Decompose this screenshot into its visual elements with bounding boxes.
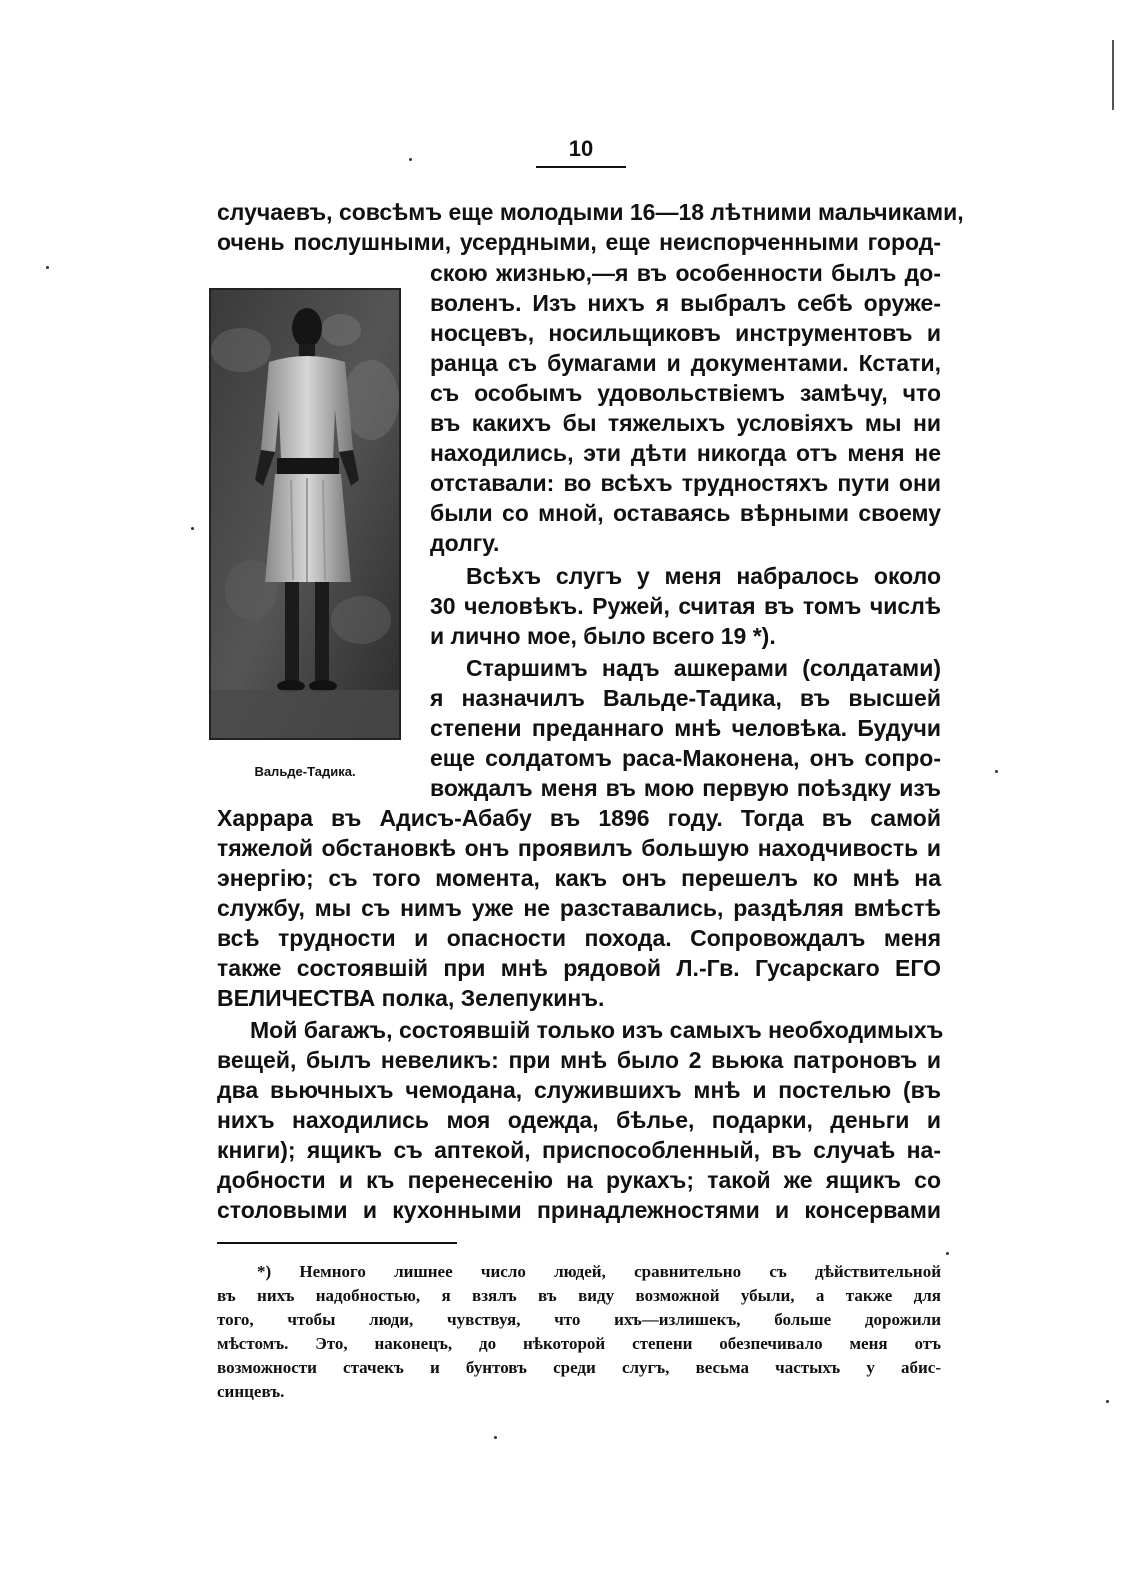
body-line: добности и къ перенесенію на рукахъ; такой же ящикъ со bbox=[217, 1167, 941, 1193]
scan-edge-mark bbox=[1112, 40, 1114, 110]
footnote-line: въ нихъ надобностью, я взялъ въ виду возможной убыли, а также для bbox=[217, 1286, 941, 1305]
body-line: носцевъ, носильщиковъ инструментовъ и bbox=[430, 320, 941, 346]
scan-speck bbox=[409, 158, 412, 161]
page-number-rule bbox=[536, 166, 626, 168]
body-line: ВЕЛИЧЕСТВА полка, Зелепукинъ. bbox=[217, 985, 605, 1011]
body-line: воленъ. Изъ нихъ я выбралъ себѣ оруже- bbox=[430, 290, 941, 316]
body-line: скою жизнью,—я въ особенности былъ до- bbox=[430, 260, 941, 286]
body-line: ранца съ бумагами и документами. Кстати, bbox=[430, 350, 941, 376]
body-line: Мой багажъ, состоявшій только изъ самыхъ необходимыхъ bbox=[250, 1017, 944, 1043]
body-line: случаевъ, совсѣмъ еще молодыми 16—18 лѣтними мальчиками, bbox=[217, 199, 964, 225]
body-line: два вьючныхъ чемодана, служившихъ мнѣ и постелью (въ bbox=[217, 1077, 941, 1103]
scan-speck bbox=[191, 527, 194, 530]
body-line: нихъ находились моя одежда, бѣлье, подарки, деньги и bbox=[217, 1107, 941, 1133]
scan-speck bbox=[46, 266, 49, 269]
body-line: Харрара въ Адисъ-Абабу въ 1896 году. Тогда въ самой bbox=[217, 805, 941, 831]
footnote-rule bbox=[217, 1242, 457, 1244]
body-line: службу, мы съ нимъ уже не разставались, раздѣляя вмѣстѣ bbox=[217, 895, 941, 921]
body-line: степени преданнаго мнѣ человѣка. Будучи bbox=[430, 715, 941, 741]
body-line: тяжелой обстановкѣ онъ проявилъ большую находчивость и bbox=[217, 835, 941, 861]
body-line: еще солдатомъ раса-Маконена, онъ сопро- bbox=[430, 745, 941, 771]
body-line: вещей, былъ невеликъ: при мнѣ было 2 вьюка патроновъ и bbox=[217, 1047, 941, 1073]
body-line: Старшимъ надъ ашкерами (солдатами) bbox=[466, 655, 941, 681]
body-line: всѣ трудности и опасности похода. Сопровождалъ меня bbox=[217, 925, 941, 951]
portrait-photo-image bbox=[211, 290, 399, 738]
footnote-line: *) Немного лишнее число людей, сравнительно съ дѣйствительной bbox=[257, 1262, 941, 1281]
body-line: очень послушными, усердными, еще неиспорченными город- bbox=[217, 229, 941, 255]
footnote-line: возможности стачекъ и бунтовъ среди слугъ, весьма частыхъ у абис- bbox=[217, 1358, 941, 1377]
body-line: находились, эти дѣти никогда отъ меня не bbox=[430, 440, 941, 466]
body-line: также состоявшій при мнѣ рядовой Л.-Гв. Гусарскаго ЕГО bbox=[217, 955, 941, 981]
photo-caption: Вальде-Тадика. bbox=[254, 764, 356, 779]
body-line: были со мной, оставаясь вѣрными своему bbox=[430, 500, 941, 526]
footnote-line: синцевъ. bbox=[217, 1382, 285, 1401]
body-line: столовыми и кухонными принадлежностями и консервами bbox=[217, 1197, 941, 1223]
body-line: въ какихъ бы тяжелыхъ условіяхъ мы ни bbox=[430, 410, 941, 436]
footnote-line: мѣстомъ. Это, наконецъ, до нѣкоторой степени обезпечивало меня отъ bbox=[217, 1334, 941, 1353]
portrait-photo bbox=[209, 288, 401, 740]
scan-speck bbox=[1106, 1400, 1109, 1403]
body-line: энергію; съ того момента, какъ онъ перешелъ ко мнѣ на bbox=[217, 865, 941, 891]
body-line: книги); ящикъ съ аптекой, приспособленный, въ случаѣ на- bbox=[217, 1137, 941, 1163]
page-number: 10 bbox=[568, 136, 594, 161]
scan-speck bbox=[995, 770, 998, 773]
body-line: и лично мое, было всего 19 *). bbox=[430, 623, 776, 649]
body-line: долгу. bbox=[430, 530, 500, 556]
body-line: съ особымъ удовольствіемъ замѣчу, что bbox=[430, 380, 941, 406]
footnote-line: того, чтобы люди, чувствуя, что ихъ—излишекъ, больше дорожили bbox=[217, 1310, 941, 1329]
body-line: Всѣхъ слугъ у меня набралось около bbox=[466, 563, 941, 589]
scan-speck bbox=[494, 1436, 497, 1439]
body-line: отставали: во всѣхъ трудностяхъ пути они bbox=[430, 470, 941, 496]
body-line: вождалъ меня въ мою первую поѣздку изъ bbox=[430, 775, 941, 801]
body-line: 30 человѣкъ. Ружей, считая въ томъ числѣ bbox=[430, 593, 941, 619]
scan-speck bbox=[946, 1252, 949, 1255]
body-line: я назначилъ Вальде-Тадика, въ высшей bbox=[430, 685, 941, 711]
